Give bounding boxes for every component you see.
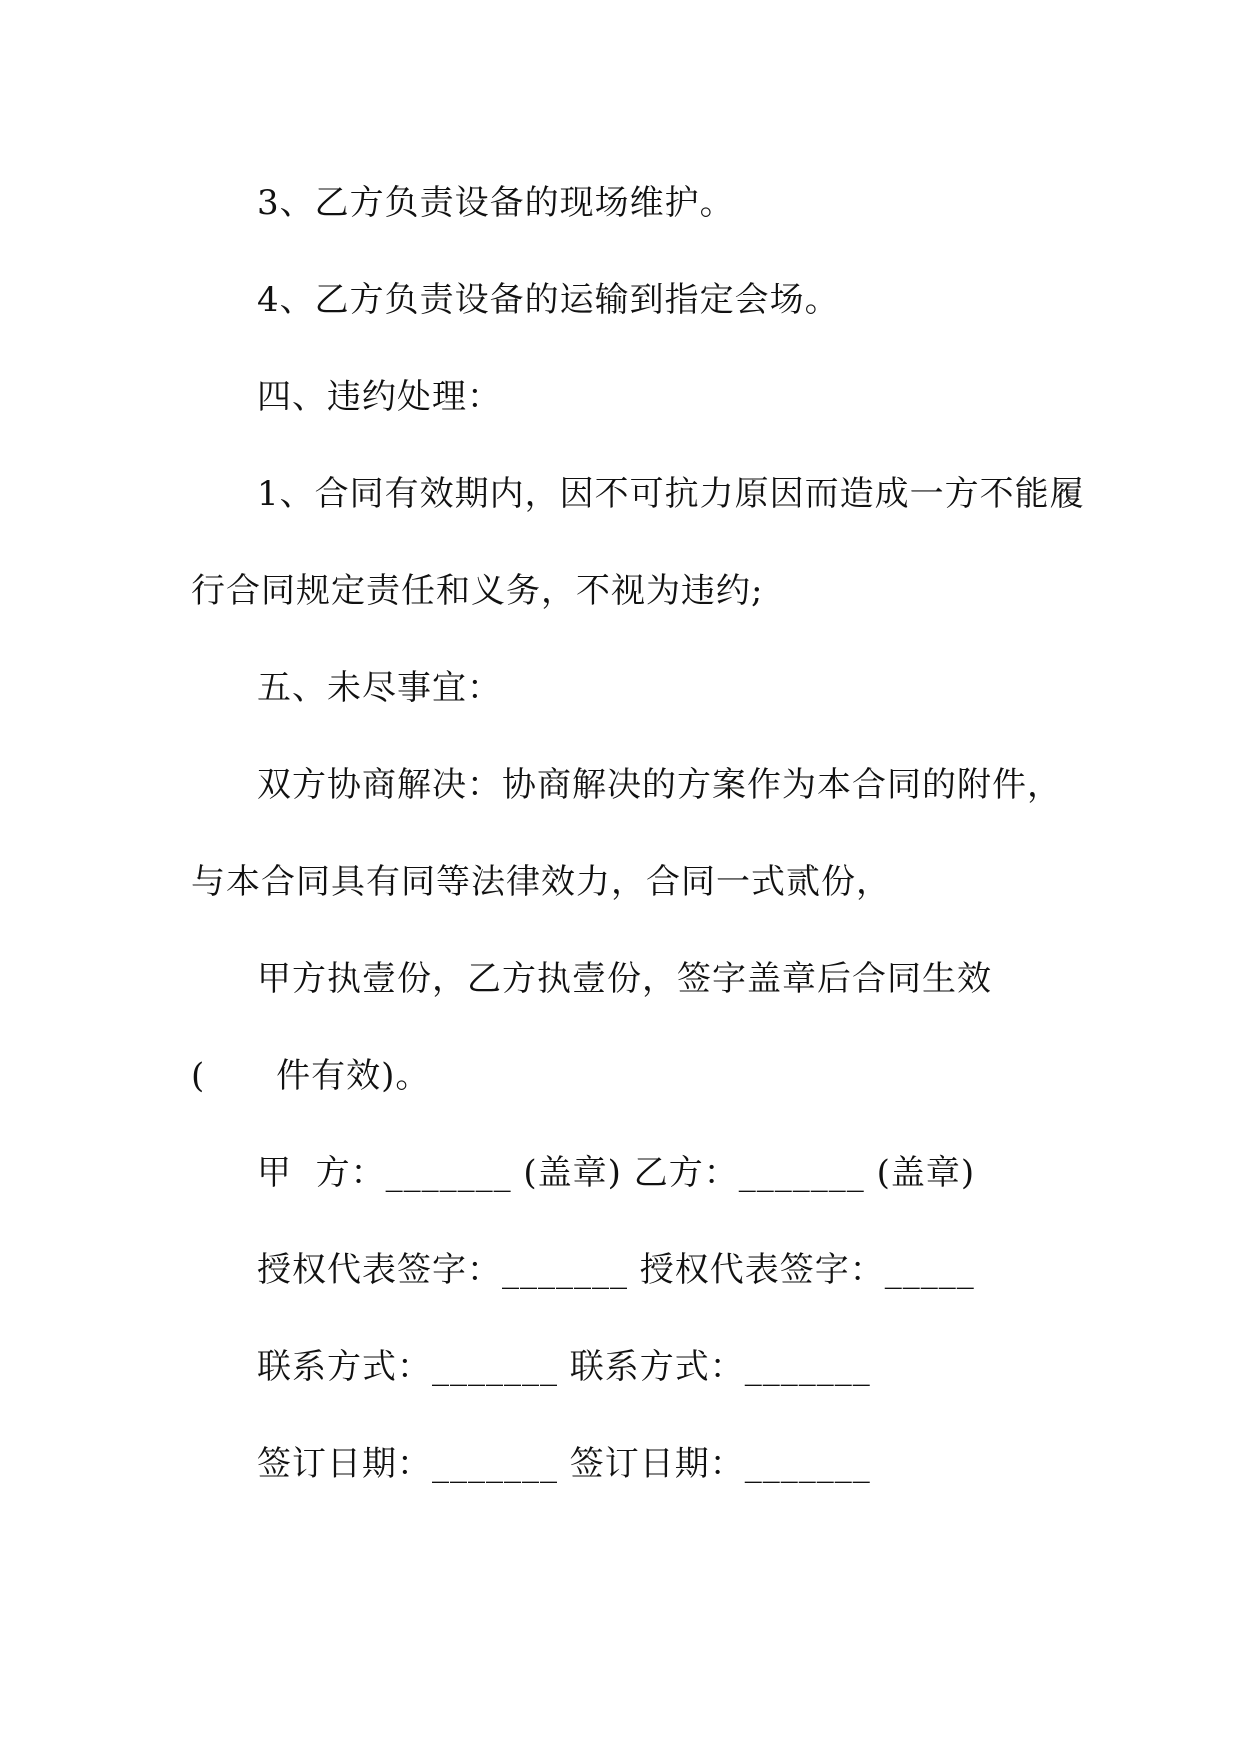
- authorized-signature-line: 授权代表签字：_______ 授权代表签字：_____: [257, 1250, 975, 1290]
- breach-clause-1-line-1: 1、合同有效期内，因不可抗力原因而造成一方不能履: [257, 474, 1085, 514]
- section-4-heading: 四、违约处理：: [257, 377, 502, 417]
- negotiation-line-2: 与本合同具有同等法律效力，合同一式贰份，: [191, 862, 891, 902]
- clause-4-transport: 4、乙方负责设备的运输到指定会场。: [257, 280, 840, 320]
- negotiation-line-1: 双方协商解决：协商解决的方案作为本合同的附件，: [257, 765, 1062, 805]
- signing-date-line: 签订日期：_______ 签订日期：_______: [257, 1444, 871, 1484]
- clause-3-maintenance: 3、乙方负责设备的现场维护。: [257, 183, 735, 223]
- contact-line: 联系方式：_______ 联系方式：_______: [257, 1347, 871, 1387]
- copies-line-2: ( 件有效)。: [191, 1056, 431, 1096]
- party-seal-line: 甲 方：_______ (盖章) 乙方：_______ (盖章): [257, 1153, 976, 1193]
- breach-clause-1-line-2: 行合同规定责任和义务，不视为违约;: [191, 571, 764, 611]
- copies-line-1: 甲方执壹份，乙方执壹份，签字盖章后合同生效: [257, 959, 992, 999]
- section-5-heading: 五、未尽事宜：: [257, 668, 502, 708]
